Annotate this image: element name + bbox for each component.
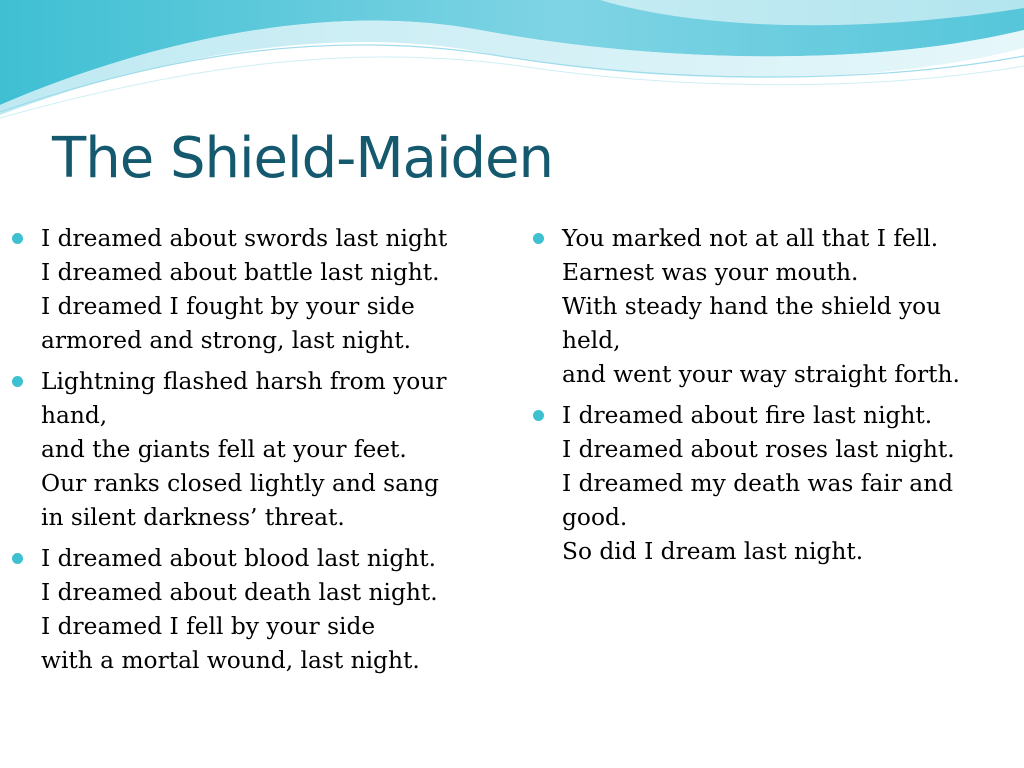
- poem-line: I dreamed about death last night.: [41, 579, 438, 606]
- poem-line: I dreamed about blood last night.: [41, 545, 437, 572]
- poem-line: good.: [562, 504, 628, 531]
- bullet-icon: [12, 233, 23, 244]
- poem-line: Lightning flashed harsh from your: [41, 368, 447, 395]
- bullet-icon: [533, 233, 544, 244]
- poem-line: I dreamed about swords last night: [41, 225, 448, 252]
- poem-line: with a mortal wound, last night.: [41, 647, 420, 674]
- wave-header-decoration: [0, 0, 1024, 120]
- poem-line: armored and strong, last night.: [41, 327, 412, 354]
- poem-line: I dreamed about roses last night.: [562, 436, 955, 463]
- stanza: [12, 365, 482, 535]
- stanza: [12, 542, 482, 678]
- poem-line: I dreamed I fell by your side: [41, 613, 376, 640]
- poem-line: held,: [562, 327, 621, 354]
- poem-line: I dreamed I fought by your side: [41, 293, 415, 320]
- poem-line: I dreamed about battle last night.: [41, 259, 440, 286]
- poem-line: I dreamed my death was fair and: [562, 470, 954, 497]
- poem-line: I dreamed about fire last night.: [562, 402, 933, 429]
- poem-line: and the giants fell at your feet.: [41, 436, 407, 463]
- bullet-icon: [12, 553, 23, 564]
- poem-line: and went your way straight forth.: [562, 361, 960, 388]
- poem-line: in silent darkness’ threat.: [41, 504, 345, 531]
- poem-line: Earnest was your mouth.: [562, 259, 859, 286]
- stanza: [533, 399, 1003, 569]
- poem-line: Our ranks closed lightly and sang: [41, 470, 439, 497]
- bullet-icon: [533, 410, 544, 421]
- stanza: [12, 222, 482, 358]
- poem-line: hand,: [41, 402, 108, 429]
- poem-line: You marked not at all that I fell.: [562, 225, 939, 252]
- bullet-icon: [12, 376, 23, 387]
- poem-line: So did I dream last night.: [562, 538, 864, 565]
- poem-column-left: [12, 222, 482, 685]
- poem-line: With steady hand the shield you: [562, 293, 942, 320]
- stanza: [533, 222, 1003, 392]
- slide-title: The Shield-Maiden: [52, 126, 553, 191]
- poem-column-right: [533, 222, 1003, 576]
